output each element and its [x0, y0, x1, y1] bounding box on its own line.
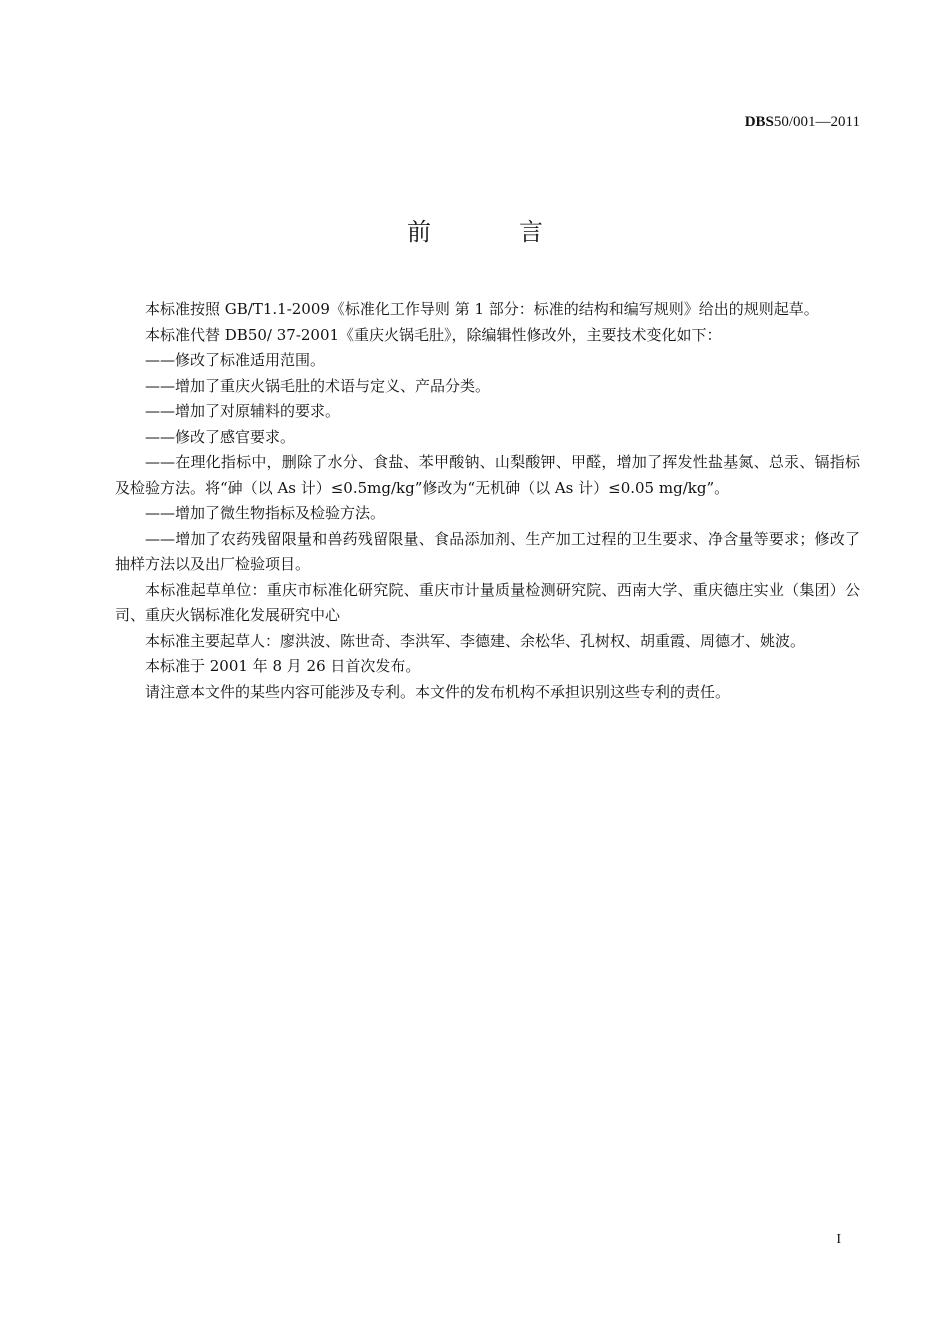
list-item: ——增加了重庆火锅毛肚的术语与定义、产品分类。: [145, 376, 491, 395]
list-item: ——在理化指标中，删除了水分、食盐、苯甲酸钠、山梨酸钾、甲醛，增加了挥发性盐基氮、总汞、镉指标及检验方法。将“砷（以 As 计）≤0.5mg/kg”修改为“无机砷（以 As 计）≤0.05 mg/kg”。: [115, 453, 860, 497]
standard-code-number: 50/001—2011: [773, 114, 860, 130]
paragraph: 本标准于 2001 年 8 月 26 日首次发布。: [145, 657, 421, 675]
page-number: I: [836, 1232, 841, 1247]
paragraph: 本标准代替 DB50/ 37-2001《重庆火锅毛肚》，除编辑性修改外，主要技术变化如下：: [145, 325, 722, 344]
page-title: [0, 212, 950, 247]
standard-code: [745, 114, 860, 131]
paragraph: 本标准按照 GB/T1.1-2009《标准化工作导则 第 1 部分：标准的结构和编写规则》给出的规则起草。: [145, 300, 819, 318]
paragraph: 请注意本文件的某些内容可能涉及专利。本文件的发布机构不承担识别这些专利的责任。: [145, 682, 731, 701]
foreword-body: [115, 297, 860, 705]
page-title-char-1: 前: [407, 218, 431, 246]
page-title-char-2: 言: [519, 218, 543, 246]
standard-code-prefix: DBS: [744, 114, 774, 130]
paragraph: 本标准主要起草人：廖洪波、陈世奇、李洪军、李德建、余松华、孔树权、胡重霞、周德才、姚波。: [145, 631, 806, 650]
list-item: ——增加了微生物指标及检验方法。: [145, 504, 386, 522]
list-item: ——增加了对原辅料的要求。: [145, 402, 341, 420]
list-item: ——修改了标准适用范围。: [145, 351, 326, 369]
list-item: ——修改了感官要求。: [145, 427, 296, 446]
list-item: ——增加了农药残留限量和兽药残留限量、食品添加剂、生产加工过程的卫生要求、净含量等要求；修改了抽样方法以及出厂检验项目。: [115, 529, 860, 573]
paragraph: 本标准起草单位：重庆市标准化研究院、重庆市计量质量检测研究院、西南大学、重庆德庄实业（集团）公司、重庆火锅标准化发展研究中心: [115, 580, 860, 624]
